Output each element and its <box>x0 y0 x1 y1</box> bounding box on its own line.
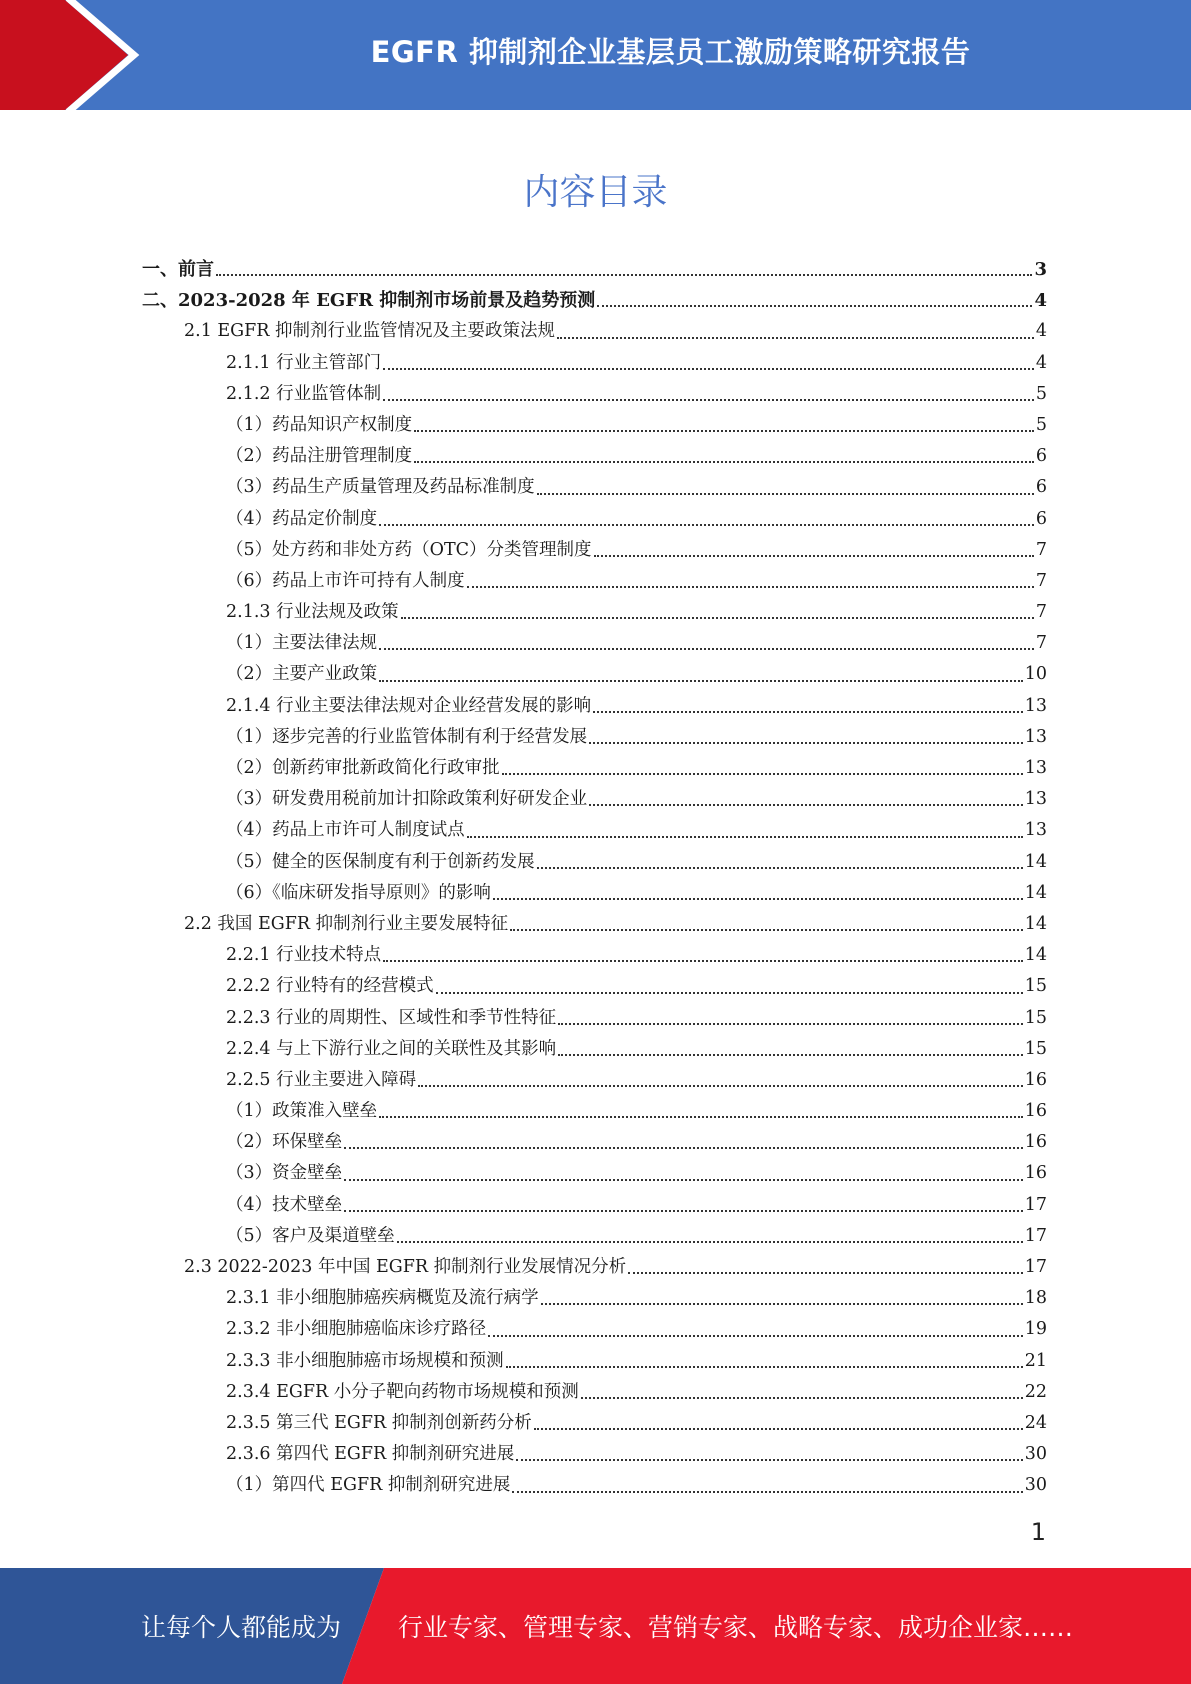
toc-entry-page: 18 <box>1024 1288 1047 1309</box>
toc-entry-title: 2.3.4 EGFR 小分子靶向药物市场规模和预测 <box>226 1381 579 1402</box>
toc-leader-dots <box>344 1146 1023 1149</box>
toc-entry-page: 4 <box>1034 290 1047 312</box>
toc-entry-title: 2.3.3 非小细胞肺癌市场规模和预测 <box>226 1350 504 1371</box>
toc-entry-page: 3 <box>1034 259 1047 280</box>
toc-entry-page: 17 <box>1024 1225 1047 1246</box>
toc-leader-dots <box>383 398 1034 401</box>
toc-leader-dots <box>537 492 1034 495</box>
toc-entry[interactable] <box>0 940 1191 971</box>
toc-entry-page: 13 <box>1024 695 1047 716</box>
toc-entry-title: （3）药品生产质量管理及药品标准制度 <box>226 477 535 498</box>
toc-leader-dots <box>628 1271 1023 1274</box>
toc-entry-title: （5）处方药和非处方药（OTC）分类管理制度 <box>226 539 592 560</box>
toc-entry[interactable] <box>0 722 1191 753</box>
toc-entry-page: 14 <box>1024 882 1047 903</box>
toc-entry-title: （1）药品知识产权制度 <box>226 414 413 435</box>
toc-entry-title: 2.3.1 非小细胞肺癌疾病概览及流行病学 <box>226 1288 539 1309</box>
toc-leader-dots <box>589 741 1023 744</box>
toc-entry[interactable] <box>0 909 1191 940</box>
toc-entry-page: 22 <box>1024 1381 1047 1402</box>
toc-entry-page: 6 <box>1035 508 1047 529</box>
toc-leader-dots <box>383 367 1034 370</box>
toc-entry[interactable] <box>0 1283 1191 1314</box>
toc-entry[interactable] <box>0 1408 1191 1439</box>
toc-entry[interactable] <box>0 1252 1191 1283</box>
toc-entry-page: 4 <box>1035 352 1047 373</box>
toc-entry-page: 17 <box>1024 1257 1047 1277</box>
toc-entry[interactable] <box>0 441 1191 472</box>
toc-leader-dots <box>534 1427 1023 1430</box>
toc-entry[interactable] <box>0 1470 1191 1501</box>
toc-entry[interactable] <box>0 316 1191 347</box>
toc-entry-page: 7 <box>1035 570 1047 591</box>
toc-entry-title: 一、前言 <box>142 259 214 280</box>
header-arrow-graphic <box>0 0 160 110</box>
toc-entry-title: 2.1.1 行业主管部门 <box>226 352 382 373</box>
toc-leader-dots <box>418 1084 1023 1087</box>
toc-entry-page: 13 <box>1024 820 1047 841</box>
toc-leader-dots <box>397 1240 1023 1243</box>
toc-leader-dots <box>581 1396 1023 1399</box>
toc-entry-page: 5 <box>1035 414 1047 435</box>
toc-entry-title: （3）资金壁垒 <box>226 1163 343 1184</box>
toc-entry[interactable] <box>0 254 1191 285</box>
toc-leader-dots <box>558 1053 1023 1056</box>
toc-entry-title: 2.1 EGFR 抑制剂行业监管情况及主要政策法规 <box>184 321 556 342</box>
toc-entry[interactable] <box>0 753 1191 784</box>
toc-leader-dots <box>436 991 1023 994</box>
toc-entry[interactable] <box>0 628 1191 659</box>
toc-leader-dots <box>216 273 1032 276</box>
toc-entry[interactable] <box>0 1096 1191 1127</box>
toc-entry[interactable] <box>0 1003 1191 1034</box>
toc-leader-dots <box>597 304 1032 307</box>
toc-entry-title: （1）主要法律法规 <box>226 633 378 654</box>
toc-entry[interactable] <box>0 1377 1191 1408</box>
toc-entry[interactable] <box>0 472 1191 503</box>
toc-leader-dots <box>414 460 1034 463</box>
toc-entry[interactable] <box>0 535 1191 566</box>
toc-leader-dots <box>467 835 1023 838</box>
toc-leader-dots <box>516 1458 1022 1461</box>
toc-entry-page: 14 <box>1024 913 1047 934</box>
toc-entry[interactable] <box>0 597 1191 628</box>
toc-leader-dots <box>379 679 1023 682</box>
toc-leader-dots <box>344 1178 1023 1181</box>
page-number: 1 <box>1030 1518 1046 1546</box>
toc-leader-dots <box>383 959 1023 962</box>
toc-entry[interactable] <box>0 784 1191 815</box>
toc-leader-dots <box>379 523 1034 526</box>
toc-entry-title: 二、2023-2028 年 EGFR 抑制剂市场前景及趋势预测 <box>142 290 596 312</box>
toc-entry-page: 19 <box>1024 1319 1047 1340</box>
toc-entry-title: 2.3.5 第三代 EGFR 抑制剂创新药分析 <box>226 1412 532 1433</box>
toc-leader-dots <box>414 429 1034 432</box>
toc-entry-page: 7 <box>1035 602 1047 623</box>
toc-entry-page: 14 <box>1024 945 1047 966</box>
toc-entry-title: 2.1.2 行业监管体制 <box>226 383 382 404</box>
toc-entry-title: 2.1.3 行业法规及政策 <box>226 602 399 623</box>
toc-entry[interactable] <box>0 1221 1191 1252</box>
toc-entry-page: 6 <box>1035 446 1047 467</box>
toc-entry-title: 2.2.3 行业的周期性、区域性和季节性特征 <box>226 1007 557 1028</box>
toc-leader-dots <box>488 1334 1023 1337</box>
toc-entry-title: 2.3 2022-2023 年中国 EGFR 抑制剂行业发展情况分析 <box>184 1257 627 1277</box>
toc-entry-title: （2）创新药审批新政简化行政审批 <box>226 758 500 778</box>
toc-leader-dots <box>589 803 1023 806</box>
toc-entry[interactable] <box>0 815 1191 846</box>
toc-leader-dots <box>506 1365 1023 1368</box>
toc-entry-title: 2.2.4 与上下游行业之间的关联性及其影响 <box>226 1038 557 1059</box>
toc-entry-title: （3）研发费用税前加计扣除政策利好研发企业 <box>226 789 588 810</box>
toc-entry[interactable] <box>0 847 1191 878</box>
toc-entry-title: （1）第四代 EGFR 抑制剂研究进展 <box>226 1475 511 1496</box>
toc-entry-title: （2）主要产业政策 <box>226 664 378 685</box>
toc-entry[interactable] <box>0 1190 1191 1221</box>
toc-entry-title: 2.3.6 第四代 EGFR 抑制剂研究进展 <box>226 1444 515 1465</box>
toc-entry-page: 5 <box>1035 383 1047 404</box>
footer-slogan-left: 让每个人都能成为 <box>141 1613 342 1642</box>
toc-entry[interactable] <box>0 1065 1191 1096</box>
toc-entry-page: 17 <box>1024 1194 1047 1215</box>
toc-entry[interactable] <box>0 1314 1191 1345</box>
toc-leader-dots <box>593 710 1023 713</box>
toc-entry[interactable] <box>0 1346 1191 1377</box>
footer-slogan-right: 行业专家、管理专家、营销专家、战略专家、成功企业家…… <box>398 1613 1074 1642</box>
toc-entry[interactable] <box>0 659 1191 690</box>
toc-leader-dots <box>510 928 1023 931</box>
toc-entry[interactable] <box>0 1034 1191 1065</box>
toc-heading: 内容目录 <box>523 172 668 213</box>
toc-entry[interactable] <box>0 379 1191 410</box>
toc-leader-dots <box>401 616 1034 619</box>
toc-entry-page: 4 <box>1035 321 1047 342</box>
toc-entry-title: 2.1.4 行业主要法律法规对企业经营发展的影响 <box>226 695 592 716</box>
toc-entry-page: 16 <box>1024 1069 1047 1090</box>
toc-leader-dots <box>493 897 1023 900</box>
toc-entry-page: 30 <box>1024 1444 1047 1465</box>
toc-entry-title: （4）药品定价制度 <box>226 508 378 529</box>
toc-entry-title: （5）客户及渠道壁垒 <box>226 1225 395 1246</box>
toc-leader-dots <box>467 585 1034 588</box>
toc-entry[interactable] <box>0 285 1191 316</box>
toc-entry-title: 2.2.2 行业特有的经营模式 <box>226 976 434 997</box>
toc-entry-title: 2.3.2 非小细胞肺癌临床诊疗路径 <box>226 1319 487 1340</box>
toc-entry-page: 15 <box>1024 1007 1047 1028</box>
toc-entry-page: 13 <box>1024 789 1047 810</box>
toc-entry-title: 2.2 我国 EGFR 抑制剂行业主要发展特征 <box>184 913 509 934</box>
toc-entry-title: （4）药品上市许可人制度试点 <box>226 820 465 841</box>
toc-entry-page: 16 <box>1024 1163 1047 1184</box>
toc-entry-title: （5）健全的医保制度有利于创新药发展 <box>226 851 535 872</box>
toc-entry[interactable] <box>0 504 1191 535</box>
toc-leader-dots <box>557 336 1034 339</box>
page-header <box>0 0 1191 110</box>
toc-entry-page: 30 <box>1024 1475 1047 1496</box>
toc-leader-dots <box>537 866 1023 869</box>
toc-entry-page: 24 <box>1024 1412 1047 1433</box>
toc-entry-page: 14 <box>1024 851 1047 872</box>
toc-leader-dots <box>379 647 1034 650</box>
toc-leader-dots <box>541 1302 1023 1305</box>
toc-entry-page: 7 <box>1035 539 1047 560</box>
toc-entry[interactable] <box>0 566 1191 597</box>
toc-entry-page: 15 <box>1024 976 1047 997</box>
toc-entry-title: （1）政策准入壁垒 <box>226 1101 378 1122</box>
toc-leader-dots <box>379 1115 1023 1118</box>
toc-leader-dots <box>344 1209 1023 1212</box>
toc-leader-dots <box>502 772 1023 775</box>
toc-entry-page: 13 <box>1024 758 1047 778</box>
toc-entry-title: （2）药品注册管理制度 <box>226 446 413 467</box>
toc-entry-title: 2.2.1 行业技术特点 <box>226 945 382 966</box>
toc-entry[interactable] <box>0 1158 1191 1189</box>
toc-entry-title: （4）技术壁垒 <box>226 1194 343 1215</box>
toc-entry-title: （1）逐步完善的行业监管体制有利于经营发展 <box>226 726 588 747</box>
toc-leader-dots <box>512 1490 1022 1493</box>
toc-entry-page: 10 <box>1024 664 1047 685</box>
toc-entry[interactable] <box>0 1439 1191 1470</box>
toc-entry-page: 21 <box>1024 1350 1047 1371</box>
toc-entry-page: 6 <box>1035 477 1047 498</box>
toc-leader-dots <box>558 1022 1023 1025</box>
toc-entry[interactable] <box>0 878 1191 909</box>
toc-entry-page: 16 <box>1024 1132 1047 1153</box>
toc-entry-page: 15 <box>1024 1038 1047 1059</box>
page-footer <box>0 1568 1191 1684</box>
toc-entry-page: 16 <box>1024 1101 1047 1122</box>
toc-leader-dots <box>594 554 1034 557</box>
table-of-contents <box>0 254 1191 1502</box>
header-title: EGFR 抑制剂企业基层员工激励策略研究报告 <box>370 34 971 69</box>
toc-entry-title: （2）环保壁垒 <box>226 1132 343 1153</box>
toc-entry[interactable] <box>0 348 1191 379</box>
toc-entry-title: （6）药品上市许可持有人制度 <box>226 570 465 591</box>
toc-entry[interactable] <box>0 1127 1191 1158</box>
toc-entry-page: 7 <box>1035 633 1047 654</box>
toc-entry[interactable] <box>0 410 1191 441</box>
toc-entry-title: 2.2.5 行业主要进入障碍 <box>226 1069 417 1090</box>
toc-entry[interactable] <box>0 691 1191 722</box>
toc-entry[interactable] <box>0 971 1191 1002</box>
toc-entry-page: 13 <box>1024 726 1047 747</box>
toc-entry-title: （6）《临床研发指导原则》的影响 <box>226 882 491 903</box>
